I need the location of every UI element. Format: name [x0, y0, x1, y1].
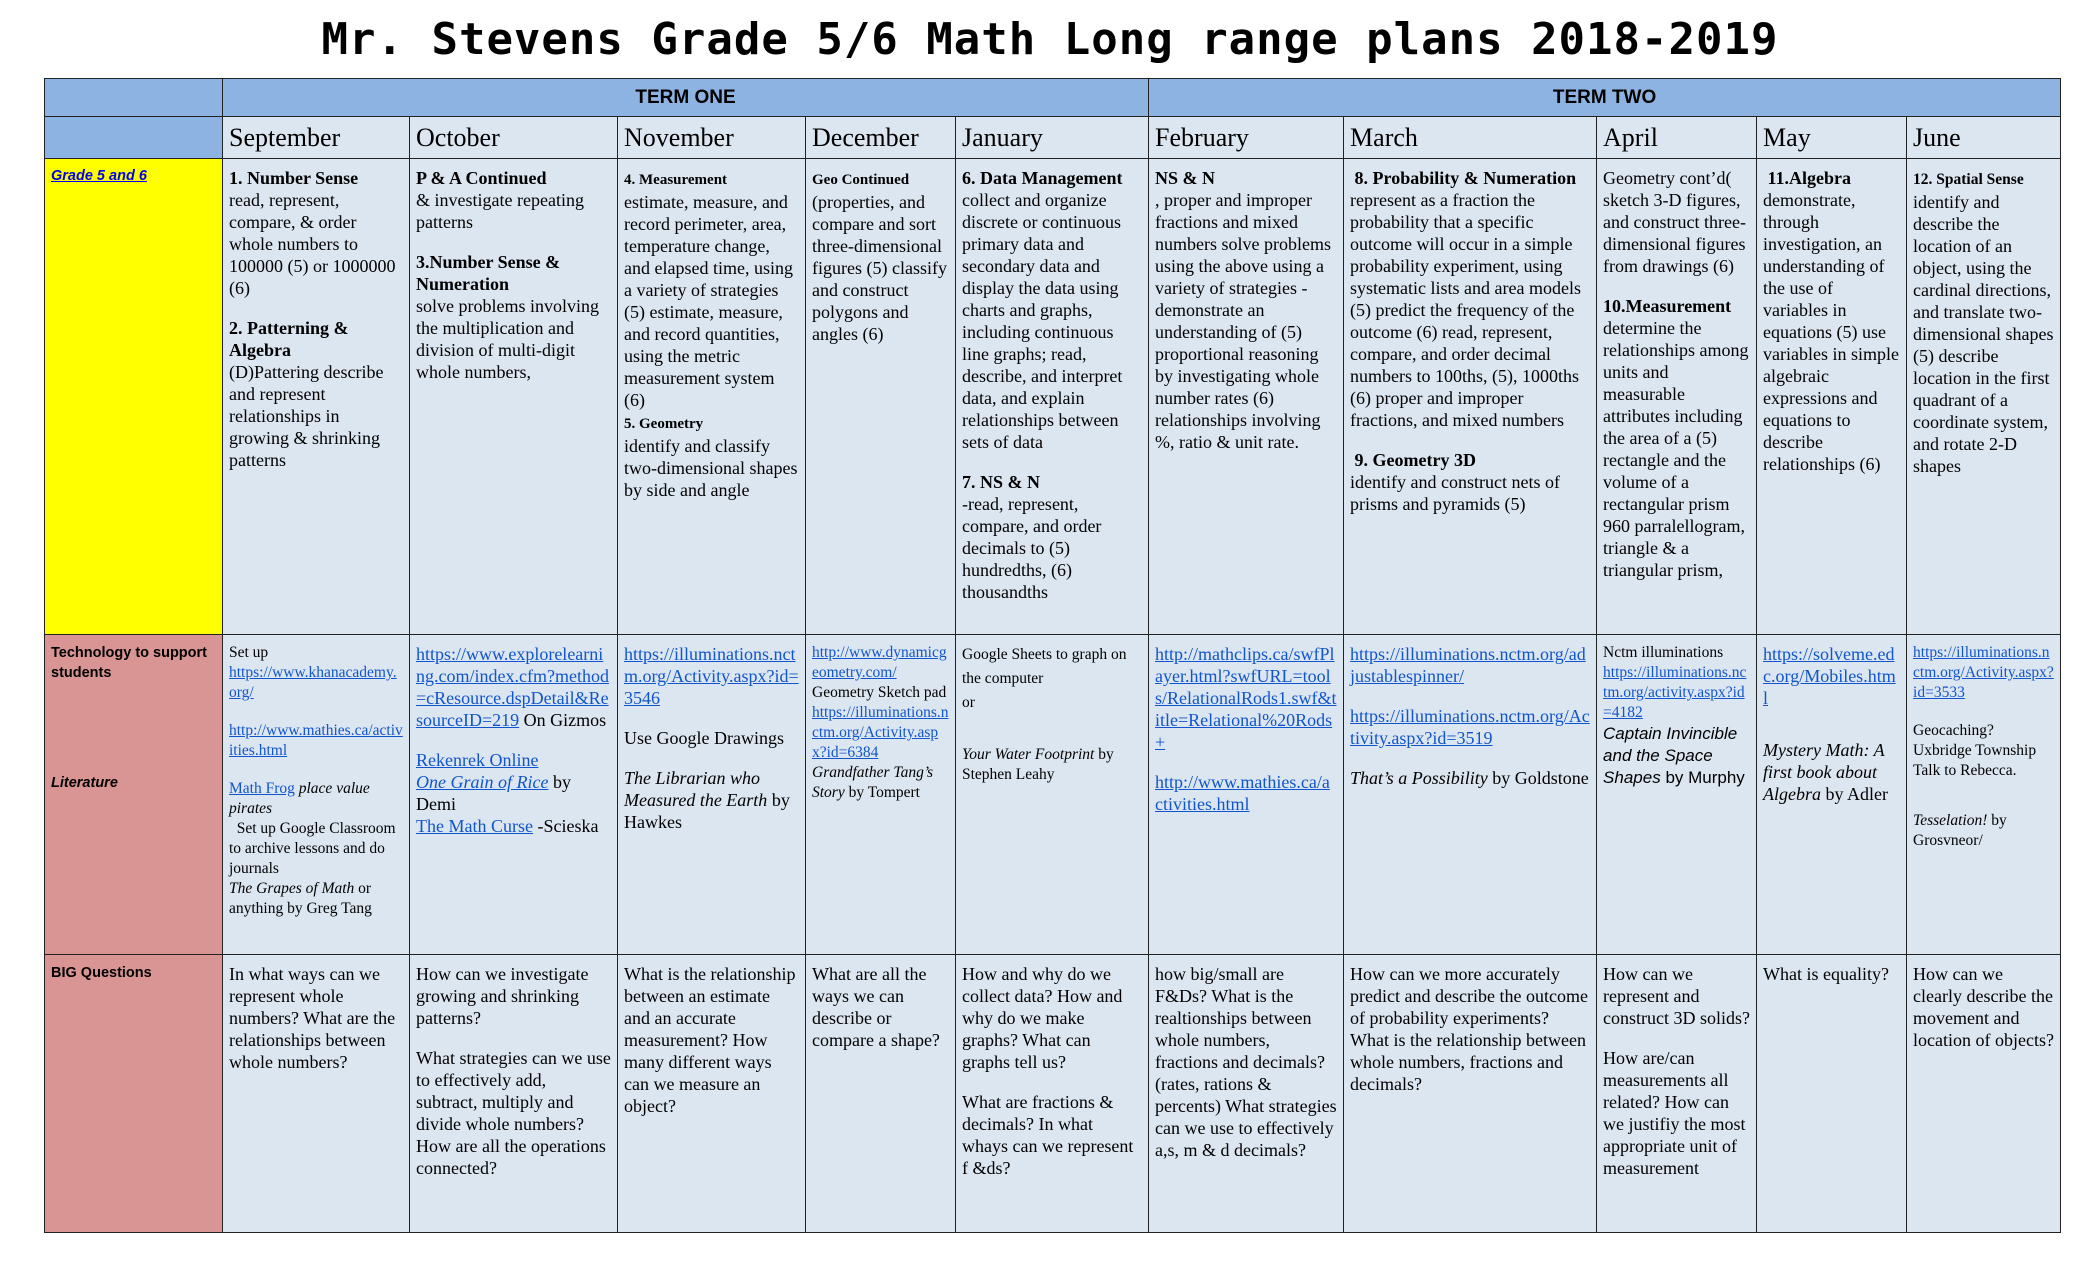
book-author: -Scieska: [537, 816, 599, 836]
technology-december: [806, 635, 956, 955]
resource-link[interactable]: The Math Curse: [416, 816, 533, 836]
big-question: What are all the ways we can describe or compare a shape?: [812, 964, 940, 1050]
unit-heading: Geo Continued: [812, 172, 910, 188]
unit-text: (D)Pattering describe and represent relationships in growing & shrinking patterns: [229, 362, 384, 470]
long-range-plan-table: [44, 78, 2061, 1233]
big-question: What is equality?: [1763, 964, 1889, 984]
resource-link[interactable]: https://solveme.edc.org/Mobiles.html: [1763, 644, 1896, 708]
unit-text: solve problems involving the multiplication and division of multi-digit whole numbers,: [416, 296, 599, 382]
book-author: by Grosvneor/: [1913, 812, 2007, 849]
questions-january: [956, 955, 1149, 1233]
technology-june: [1907, 635, 2061, 955]
resource-link[interactable]: http://www.dynamicgeometry.com/: [812, 644, 947, 681]
term-row: [45, 79, 2061, 117]
book-author: by Stephen Leahy: [962, 746, 1114, 783]
curriculum-september: [223, 159, 410, 635]
month-row: [45, 117, 2061, 159]
book-title: Your Water Footprint: [962, 746, 1095, 763]
big-questions-label: BIG Questions: [51, 965, 152, 981]
unit-heading: 10.Measurement: [1603, 296, 1732, 316]
unit-text: collect and organize discrete or continuous primary data and secondary data and display the data using charts and graphs, including continuous line graphs; read, describe, and interpret data, and explain relationships between sets of data: [962, 190, 1123, 452]
big-question: How and why do we collect data? How and why do we make graphs? What can graphs tell us?: [962, 964, 1123, 1072]
tech-text: Geometry Sketch pad: [812, 684, 947, 701]
tech-text: Geocaching? Uxbridge Township Talk to Rebecca.: [1913, 722, 2037, 779]
unit-heading: 11.Algebra: [1767, 168, 1852, 188]
term-one-header: TERM ONE: [223, 79, 1149, 117]
technology-november: [618, 635, 806, 955]
questions-february: [1149, 955, 1344, 1233]
questions-september: [223, 955, 410, 1233]
term-two-header: TERM TWO: [1149, 79, 2061, 117]
curriculum-april: [1597, 159, 1757, 635]
unit-text: identify and describe the location of an object, using the cardinal directions, and translate two-dimensional shapes (5) describe location in the first quadrant of a coordinate system, and rotate 2-D shapes: [1913, 192, 2054, 476]
big-question: What strategies can we use to effectively add, subtract, multiply and divide whole numbers? How are all the operations connected?: [416, 1048, 611, 1178]
big-question: How can we represent and construct 3D solids?: [1603, 964, 1751, 1028]
book-title: The Grapes of Math: [229, 880, 355, 897]
resource-link[interactable]: Rekenrek Online: [416, 750, 539, 770]
unit-text: estimate, measure, and record perimeter, area, temperature change, and elapsed time, using a variety of strategies (5) estimate, measure, and record quantities, using the metric measurement system (6): [624, 192, 793, 410]
month-header-january: January: [956, 117, 1149, 159]
unit-heading: 6. Data Management: [962, 168, 1123, 188]
curriculum-row: [45, 159, 2061, 635]
month-header-october: October: [410, 117, 618, 159]
big-question: What are fractions & decimals? In what whays can we represent f &ds?: [962, 1092, 1134, 1178]
resource-link[interactable]: https://www.khanacademy.org/: [229, 664, 397, 701]
unit-heading: 5. Geometry: [624, 416, 704, 432]
literature-label: Literature: [51, 775, 118, 791]
questions-may: [1757, 955, 1907, 1233]
technology-label: Technology to support students: [51, 645, 207, 681]
tech-text: Set up Google Classroom to archive lessons and do journals: [229, 820, 396, 877]
book-author: by Goldstone: [1492, 768, 1589, 788]
technology-may: [1757, 635, 1907, 955]
resource-link[interactable]: http://www.mathies.ca/activities.html: [229, 722, 403, 759]
curriculum-march: [1344, 159, 1597, 635]
tech-text: Use Google Drawings: [624, 728, 784, 748]
unit-text: represent as a fraction the probability that a specific outcome will occur in a simple probability experiment, using systematic lists and area models (5) predict the frequency of the outcome (6) read, represent, compare, and order decimal numbers to 100ths, (5), 1000ths (6) proper and improper fractions, and mixed numbers: [1350, 190, 1581, 430]
curriculum-october: [410, 159, 618, 635]
curriculum-november: [618, 159, 806, 635]
big-question: How can we clearly describe the movement and location of objects?: [1913, 964, 2054, 1050]
book-title: Tesselation!: [1913, 812, 1988, 829]
corner-cell: [45, 79, 223, 117]
unit-text: -read, represent, compare, and order decimals to (5) hundredths, (6) thousandths: [962, 494, 1102, 602]
technology-february: [1149, 635, 1344, 955]
unit-heading: NS & N: [1155, 168, 1216, 188]
unit-heading: 8. Probability & Numeration: [1354, 168, 1577, 188]
page-title: Mr. Stevens Grade 5/6 Math Long range plans 2018-2019: [321, 14, 1779, 65]
big-questions-label-cell: [45, 955, 223, 1233]
big-question: how big/small are F&Ds? What is the realtionships between whole numbers, fractions and decimals? (rates, rations & percents) What strategies can we use to effectively a,s, m & d decimals?: [1155, 964, 1337, 1160]
tech-text: Google Sheets to graph on the computer: [962, 646, 1127, 687]
unit-text: identify and construct nets of prisms and pyramids (5): [1350, 472, 1560, 514]
unit-heading: 12. Spatial Sense: [1913, 171, 2024, 188]
book-title: Captain Invincible and the Space Shapes: [1603, 724, 1738, 787]
month-header-june: June: [1907, 117, 2061, 159]
book-link[interactable]: One Grain of Rice: [416, 772, 549, 792]
unit-text: & investigate repeating patterns: [416, 190, 584, 232]
curriculum-february: [1149, 159, 1344, 635]
resource-link[interactable]: https://illuminations.nctm.org/Activity.aspx?id=3519: [1350, 706, 1590, 748]
book-title: That’s a Possibility: [1350, 768, 1488, 788]
resource-link[interactable]: https://illuminations.nctm.org/Activity.aspx?id=3533: [1913, 644, 2054, 701]
questions-april: [1597, 955, 1757, 1233]
unit-text: , proper and improper fractions and mixed numbers solve problems using the above using a variety of strategies -demonstrate an understanding of (5) proportional reasoning by investigating whole number rates (6) relationships involving %, ratio & unit rate.: [1155, 190, 1332, 452]
month-header-april: April: [1597, 117, 1757, 159]
big-question: How are/can measurements all related? How can we justifiy the most appropriate unit of measurement: [1603, 1048, 1746, 1178]
unit-heading: P & A Continued: [416, 168, 547, 188]
tech-text: On Gizmos: [523, 710, 607, 730]
grade-label-cell: [45, 159, 223, 635]
big-question: In what ways can we represent whole numbers? What are the relationships between whole numbers?: [229, 964, 396, 1072]
resource-link[interactable]: http://mathclips.ca/swfPlayer.html?swfURL=tools/RelationalRods1.swf&title=Relational%20Rods+: [1155, 644, 1337, 752]
unit-text: read, represent, compare, & order whole numbers to 100000 (5) or 1000000 (6): [229, 190, 396, 298]
curriculum-december: [806, 159, 956, 635]
month-header-december: December: [806, 117, 956, 159]
technology-row: [45, 635, 2061, 955]
book-title: Mystery Math: A first book about Algebra: [1763, 740, 1885, 804]
unit-heading: 7. NS & N: [962, 472, 1041, 492]
resource-link[interactable]: https://illuminations.nctm.org/activity.aspx?id=4182: [1603, 664, 1747, 721]
book-title: Grandfather Tang’s Story: [812, 764, 934, 801]
month-header-march: March: [1344, 117, 1597, 159]
book-author: or anything by Greg Tang: [229, 880, 372, 917]
big-questions-row: [45, 955, 2061, 1233]
resource-link[interactable]: http://www.mathies.ca/activities.html: [1155, 772, 1330, 814]
resource-link[interactable]: https://illuminations.nctm.org/adjustablespinner/: [1350, 644, 1586, 686]
unit-heading: 3.Number Sense & Numeration: [416, 252, 561, 294]
technology-january: [956, 635, 1149, 955]
questions-december: [806, 955, 956, 1233]
curriculum-may: [1757, 159, 1907, 635]
month-header-may: May: [1757, 117, 1907, 159]
month-header-september: September: [223, 117, 410, 159]
curriculum-june: [1907, 159, 2061, 635]
grade-label[interactable]: Grade 5 and 6: [51, 168, 147, 184]
unit-text: demonstrate, through investigation, an understanding of the use of variables in equations (5) use variables in simple algebraic expressions and equations to describe relationships (6): [1763, 190, 1899, 474]
big-question: What is the relationship between an estimate and an accurate measurement? How many different ways can we measure an object?: [624, 964, 796, 1116]
unit-text: determine the relationships among units and measurable attributes including the area of a (5) rectangle and the volume of a rectangular prism 960 parralellogram, triangle & a triangular prism,: [1603, 318, 1749, 580]
unit-heading: 2. Patterning & Algebra: [229, 318, 349, 360]
big-question: How can we more accurately predict and describe the outcome of probability experiments? What is the relationship between whole numbers, fractions and decimals?: [1350, 964, 1588, 1094]
big-question: How can we investigate growing and shrinking patterns?: [416, 964, 589, 1028]
resource-link[interactable]: https://illuminations.nctm.org/Activity.aspx?id=3546: [624, 644, 799, 708]
unit-heading: 4. Measurement: [624, 172, 728, 188]
book-author: by Adler: [1825, 784, 1889, 804]
unit-heading: 9. Geometry 3D: [1354, 450, 1476, 470]
technology-april: [1597, 635, 1757, 955]
tech-text: Nctm illuminations: [1603, 644, 1724, 661]
month-row-label: [45, 117, 223, 159]
resource-link[interactable]: https://www.explorelearning.com/index.cfm?method=cResource.dspDetail&ResourceID=219: [416, 644, 609, 730]
unit-heading: 1. Number Sense: [229, 168, 359, 188]
technology-label-cell: [45, 635, 223, 955]
tech-text: Set up: [229, 644, 269, 661]
questions-october: [410, 955, 618, 1233]
month-header-february: February: [1149, 117, 1344, 159]
book-title: The Librarian who Measured the Earth: [624, 768, 768, 810]
technology-march: [1344, 635, 1597, 955]
questions-november: [618, 955, 806, 1233]
book-author: by Demi: [416, 772, 571, 814]
resource-link[interactable]: https://illuminations.nctm.org/Activity.aspx?id=6384: [812, 704, 949, 761]
book-author: by Tompert: [848, 784, 920, 801]
unit-text: Geometry cont’d( sketch 3-D figures, and construct three-dimensional figures from drawings (6): [1603, 168, 1746, 276]
book-author: by Hawkes: [624, 790, 790, 832]
resource-link[interactable]: Math Frog: [229, 780, 295, 797]
unit-text: identify and classify two-dimensional shapes by side and angle: [624, 436, 798, 500]
tech-text: place value pirates: [229, 780, 370, 817]
book-author: by Murphy: [1665, 768, 1745, 787]
month-header-november: November: [618, 117, 806, 159]
technology-october: [410, 635, 618, 955]
questions-march: [1344, 955, 1597, 1233]
unit-text: (properties, and compare and sort three-dimensional figures (5) classify and construct polygons and angles (6): [812, 192, 947, 344]
curriculum-january: [956, 159, 1149, 635]
tech-text: or: [962, 694, 975, 711]
questions-june: [1907, 955, 2061, 1233]
technology-september: [223, 635, 410, 955]
